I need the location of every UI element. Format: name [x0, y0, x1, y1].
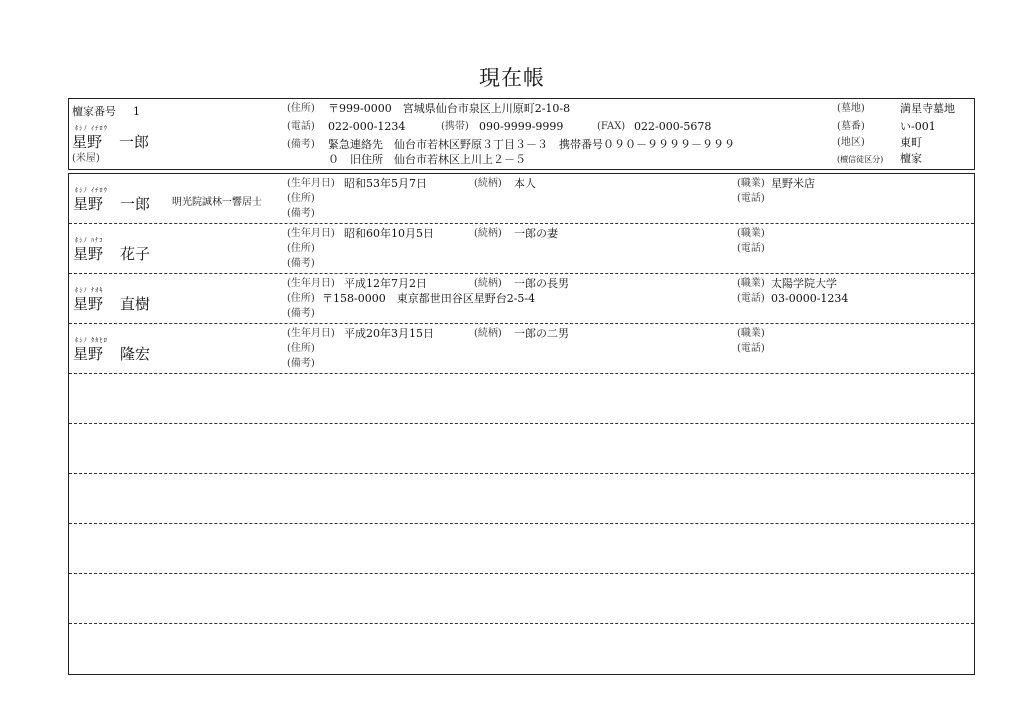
table-row: [69, 324, 974, 374]
member-phone: 03-0000-1234: [771, 292, 849, 305]
members-table: [68, 173, 975, 675]
head-name: [72, 131, 149, 152]
household-address: 〒999-0000 宮城県仙台市泉区上川原町2-10-8: [328, 102, 571, 115]
head-kana: ﾎｼﾉ ｲﾁﾛｳ: [75, 124, 108, 132]
household-fax: 022-000-5678: [634, 120, 712, 133]
member-kana: ﾎｼﾉ ｲﾁﾛｳ: [75, 186, 108, 194]
occupation-label: (職業): [737, 178, 765, 189]
phone-label: (電話): [287, 121, 315, 132]
household-phone: 022-000-1234: [328, 120, 406, 133]
member-posthumous-name: 明光院誠林一響居士: [172, 197, 262, 208]
notes-line-2: ０ 旧住所 仙台市若林区上川上２－５: [328, 153, 526, 166]
occupation-label: (職業): [737, 278, 765, 289]
member-name: [73, 343, 150, 364]
member-name: [73, 243, 150, 264]
grave: 満星寺墓地: [900, 102, 955, 115]
member-birth: 昭和53年5月7日: [344, 177, 427, 190]
member-given-name: 花子: [120, 245, 151, 263]
member-type: 檀家: [900, 152, 922, 165]
member-address: 〒158-0000 東京都世田谷区星野台2-5-4: [322, 292, 536, 305]
member-relation: 一郎の長男: [514, 277, 569, 290]
table-row: [69, 224, 974, 274]
empty-row: [69, 424, 974, 474]
mobile-label: (携帯): [441, 121, 469, 132]
address-label: (住所): [287, 293, 315, 304]
table-row: [69, 174, 974, 224]
grave-number-label: (墓番): [837, 121, 865, 132]
empty-row: [69, 574, 974, 624]
table-row: [69, 274, 974, 324]
member-family-name: 星野: [73, 245, 104, 263]
address-label: (住所): [287, 103, 315, 114]
empty-row: [69, 524, 974, 574]
birth-label: (生年月日): [287, 178, 335, 189]
birth-label: (生年月日): [287, 278, 335, 289]
area: 東町: [900, 136, 922, 149]
area-label: (地区): [837, 137, 865, 148]
member-name: [73, 193, 150, 214]
occupation-label: (職業): [737, 228, 765, 239]
member-given-name: 直樹: [120, 295, 151, 313]
member-given-name: 一郎: [120, 195, 151, 213]
notes-label: (備考): [287, 308, 315, 319]
member-birth: 平成12年7月2日: [344, 277, 427, 290]
member-family-name: 星野: [73, 295, 104, 313]
grave-number: い-001: [900, 120, 936, 133]
notes-label: (備考): [287, 358, 315, 369]
notes-label: (備考): [287, 139, 315, 150]
page-title: 現在帳: [479, 66, 545, 90]
member-family-name: 星野: [73, 195, 104, 213]
head-shop: (米屋): [72, 153, 100, 164]
member-name: [73, 293, 150, 314]
member-given-name: 隆宏: [120, 345, 151, 363]
household-mobile: 090-9999-9999: [479, 120, 564, 133]
relation-label: (続柄): [474, 178, 502, 189]
address-label: (住所): [287, 343, 315, 354]
head-family-name: 星野: [72, 133, 103, 151]
relation-label: (続柄): [474, 228, 502, 239]
fax-label: (FAX): [597, 121, 626, 132]
member-occupation: 太陽学院大学: [771, 277, 837, 290]
notes-line-1: 緊急連絡先 仙台市若林区野原３丁目３－３ 携帯番号０９０－９９９９－９９９: [328, 138, 735, 151]
notes-label: (備考): [287, 208, 315, 219]
empty-row: [69, 624, 974, 674]
phone-label: (電話): [737, 343, 765, 354]
member-type-label: (檀信徒区分): [837, 155, 884, 164]
relation-label: (続柄): [474, 278, 502, 289]
birth-label: (生年月日): [287, 228, 335, 239]
address-label: (住所): [287, 243, 315, 254]
head-given-name: 一郎: [119, 133, 150, 151]
birth-label: (生年月日): [287, 328, 335, 339]
member-occupation: 星野米店: [771, 177, 815, 190]
household-number: 1: [133, 105, 140, 118]
household-header: [68, 98, 975, 170]
member-relation: 本人: [514, 177, 536, 190]
phone-label: (電話): [737, 193, 765, 204]
member-relation: 一郎の二男: [514, 327, 569, 340]
relation-label: (続柄): [474, 328, 502, 339]
phone-label: (電話): [737, 293, 765, 304]
notes-label: (備考): [287, 258, 315, 269]
empty-row: [69, 474, 974, 524]
member-relation: 一郎の妻: [514, 227, 558, 240]
member-birth: 昭和60年10月5日: [344, 227, 434, 240]
address-label: (住所): [287, 193, 315, 204]
member-kana: ﾎｼﾉ ﾀｶﾋﾛ: [75, 336, 108, 344]
empty-row: [69, 374, 974, 424]
household-number-label: 檀家番号: [72, 105, 116, 118]
member-kana: ﾎｼﾉ ﾅｵｷ: [75, 286, 104, 294]
member-kana: ﾎｼﾉ ﾊﾅｺ: [75, 236, 104, 244]
phone-label: (電話): [737, 243, 765, 254]
occupation-label: (職業): [737, 328, 765, 339]
member-family-name: 星野: [73, 345, 104, 363]
member-birth: 平成20年3月15日: [344, 327, 434, 340]
grave-label: (墓地): [837, 103, 865, 114]
